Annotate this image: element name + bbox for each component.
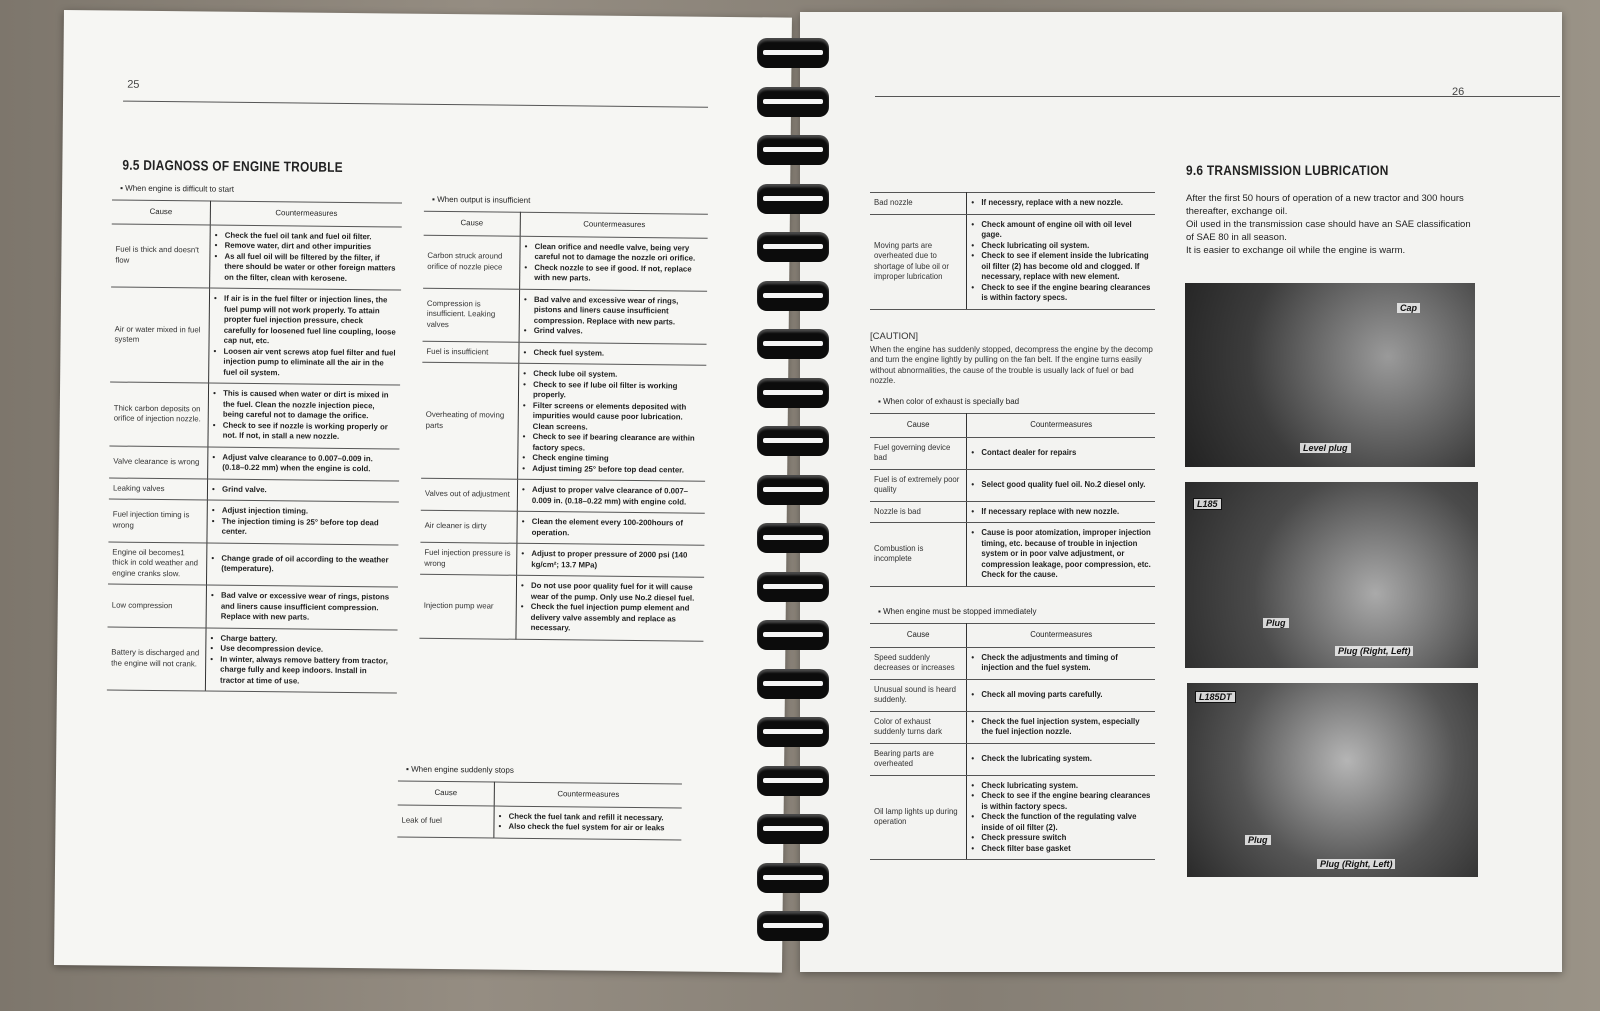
- countermeasure-list: [211, 591, 394, 624]
- countermeasure-item: • Check the fuel injection pump element and delivery valve assembly and replace as necessary.: [521, 602, 700, 635]
- countermeasures-cell: [494, 806, 682, 840]
- table-row: [870, 193, 1155, 215]
- intro-line: Oil used in the transmission case should have an SAE classification of SAE 80 in all season.: [1186, 219, 1471, 243]
- countermeasure-list: [212, 452, 395, 475]
- countermeasures-cell: [207, 500, 399, 545]
- countermeasure-list: [212, 484, 395, 496]
- table: [397, 781, 682, 840]
- spiral-ring: [757, 911, 829, 941]
- header-rule: [123, 101, 708, 108]
- countermeasure-item: • Check engine timing: [522, 453, 701, 465]
- countermeasure-item: • Bad valve or excessive wear of rings, pistons and liners cause insufficient compression. Replace with new parts.: [211, 591, 394, 624]
- countermeasure-list: [213, 389, 396, 443]
- countermeasure-item: • If air is in the fuel filter or injection lines, the fuel pump will not work properly. To attain propter fuel injection pressure, check carefully for loosened fuel line coupling, loose cap nut, etc.: [214, 294, 397, 348]
- spiral-ring: [757, 523, 829, 553]
- photo-label: Plug: [1245, 835, 1271, 845]
- cause-cell: Valves out of adjustment: [421, 478, 518, 511]
- table-row: [870, 501, 1155, 523]
- countermeasures-cell: [205, 628, 397, 694]
- intro-line: It is easier to exchange oil while the engine is warm.: [1186, 245, 1406, 256]
- spiral-ring: [757, 572, 829, 602]
- intro-line: After the first 50 hours of operation of a new tractor and 300 hours thereafter, exchange oil.: [1186, 193, 1464, 217]
- countermeasure-list: [971, 717, 1151, 738]
- section-title: 9.5 DIAGNOSS OF ENGINE TROUBLE: [122, 156, 344, 175]
- countermeasure-item: • In winter, always remove battery from tractor, charge fully and keep indoors. Install in tractor at time of use.: [210, 654, 393, 687]
- countermeasure-list: [971, 198, 1151, 209]
- countermeasure-item: • Clean orifice and needle valve, being very careful not to damage the nozzle ori orifice.: [524, 241, 703, 264]
- countermeasures-cell: [519, 289, 707, 344]
- cause-cell: Battery is discharged and the engine will not crank.: [107, 626, 206, 691]
- countermeasure-list: [523, 347, 702, 359]
- countermeasure-item: • Check filter base gasket: [971, 844, 1151, 855]
- cause-cell: Fuel is thick and doesn't flow: [111, 224, 210, 289]
- trouble-table: [107, 183, 402, 694]
- countermeasure-item: • Adjust timing 25° before top dead center.: [522, 463, 701, 475]
- right-page: [800, 12, 1562, 972]
- cause-cell: Leak of fuel: [397, 805, 494, 838]
- table-header-row: [870, 624, 1155, 648]
- spiral-ring: [757, 87, 829, 117]
- countermeasure-list: [214, 230, 397, 284]
- table-row: [397, 805, 681, 840]
- countermeasure-item: • Select good quality fuel oil. No.2 diesel only.: [971, 480, 1151, 491]
- cause-cell: Nozzle is bad: [870, 501, 967, 523]
- table: [419, 211, 707, 641]
- countermeasure-item: • Check lube oil system.: [523, 369, 702, 381]
- table: [107, 200, 402, 694]
- photo-label: Level plug: [1300, 443, 1351, 453]
- table-row: [870, 437, 1155, 469]
- countermeasure-item: • Filter screens or elements deposited with impurities would cause poor lubrication. Clean screens.: [523, 400, 702, 433]
- spiral-ring: [757, 426, 829, 456]
- table-row: [870, 711, 1155, 743]
- cause-cell: Low compression: [108, 584, 207, 628]
- countermeasures-cell: [208, 447, 400, 481]
- cause-cell: Bearing parts are overheated: [870, 743, 967, 775]
- table: [870, 413, 1155, 587]
- countermeasures-cell: [517, 543, 705, 577]
- left-page: [54, 10, 792, 973]
- cause-cell: Fuel injection timing is wrong: [108, 499, 207, 543]
- photo-label: Cap: [1397, 303, 1420, 313]
- cause-cell: Bad nozzle: [870, 193, 967, 215]
- countermeasure-item: • Cause is poor atomization, improper injection timing, etc. because of trouble in injection system or in poor valve adjustment, or compression leakage, poor compression, etc. Check for the cause.: [971, 528, 1151, 581]
- countermeasure-list: [521, 549, 700, 572]
- countermeasure-item: • The injection timing is 25° before top dead center.: [212, 516, 395, 539]
- countermeasure-item: • Grind valves.: [524, 326, 703, 338]
- table: [870, 192, 1155, 310]
- countermeasure-item: • This is caused when water or dirt is mixed in the fuel. Clean the nozzle injection piece, being careful not to damage the orifice.: [213, 389, 396, 422]
- trouble-table-continued: [870, 192, 1155, 310]
- countermeasure-list: [522, 485, 701, 508]
- countermeasures-cell: [520, 236, 708, 291]
- caution-note: [870, 332, 1155, 387]
- cause-cell: Overheating of moving parts: [421, 362, 519, 479]
- table-subtitle: ▪ When engine is difficult to start: [120, 183, 402, 197]
- countermeasure-item: • Adjust to proper valve clearance of 0.007–0.009 in. (0.18–0.22 mm) with engine cold.: [522, 485, 701, 508]
- spiral-ring: [757, 620, 829, 650]
- table-subtitle: ▪ When color of exhaust is specially bad: [878, 396, 1155, 407]
- countermeasures-cell: [967, 469, 1155, 501]
- table-row: [109, 382, 400, 449]
- countermeasure-item: • Grind valve.: [212, 484, 395, 496]
- table-subtitle: ▪ When engine suddenly stops: [406, 764, 682, 778]
- countermeasures-cell: [516, 575, 704, 640]
- header-countermeasures: Countermeasures: [967, 414, 1155, 438]
- table-subtitle: ▪ When output is insufficient: [432, 194, 708, 208]
- table-row: [870, 214, 1155, 309]
- countermeasure-list: [971, 528, 1151, 581]
- spiral-ring: [757, 378, 829, 408]
- table-row: [111, 224, 402, 291]
- photo-label: Plug: [1263, 618, 1289, 628]
- spiral-ring: [757, 814, 829, 844]
- table-row: [870, 743, 1155, 775]
- photo-cap-level-plug: [1185, 283, 1475, 467]
- table-row: [423, 235, 708, 291]
- countermeasure-item: • Check to see if the engine bearing clearances is within factory specs.: [971, 283, 1151, 304]
- countermeasure-item: • Check to see if the engine bearing clearances is within factory specs.: [971, 791, 1151, 812]
- countermeasure-item: • Use decompression device.: [210, 644, 393, 656]
- countermeasure-list: [971, 448, 1151, 459]
- countermeasure-item: • Adjust to proper pressure of 2000 psi (140 kg/cm²; 13.7 MPa): [521, 549, 700, 572]
- cause-cell: Engine oil becomes1 thick in cold weather and engine cranks slow.: [108, 541, 207, 585]
- countermeasure-list: [971, 653, 1151, 674]
- header-cause: Cause: [870, 414, 967, 438]
- countermeasures-cell: [519, 342, 707, 365]
- table-row: [109, 477, 399, 502]
- table-row: [870, 469, 1155, 501]
- countermeasure-item: • Check lubricating oil system.: [971, 241, 1151, 252]
- countermeasures-cell: [967, 679, 1155, 711]
- countermeasure-item: • Check the lubricating system.: [971, 754, 1151, 765]
- table-row: [421, 478, 705, 513]
- caution-text: When the engine has suddenly stopped, decompress the engine by the decomp and turn the engine lightly by pulling on the fan belt. If the engine turns easily without abnormalities, the cause of the trouble is usually lack of fuel or bad nozzle.: [870, 344, 1153, 385]
- cause-cell: Color of exhaust suddenly turns dark: [870, 711, 967, 743]
- spiral-ring: [757, 329, 829, 359]
- table-row: [870, 775, 1155, 860]
- countermeasures-cell: [967, 501, 1155, 523]
- table-header-row: [112, 200, 402, 227]
- page-number: 25: [127, 78, 140, 91]
- countermeasures-cell: [518, 363, 707, 481]
- countermeasure-list: [522, 369, 702, 476]
- table-row: [423, 288, 708, 344]
- table-row: [870, 679, 1155, 711]
- cause-cell: Compression is insufficient. Leaking valves: [423, 288, 520, 342]
- photo-label: Plug (Right, Left): [1317, 859, 1395, 869]
- countermeasures-cell: [207, 543, 399, 588]
- table-header-row: [398, 781, 682, 807]
- countermeasure-item: • Bad valve and excessive wear of rings, pistons and liners cause insufficient compression. Replace with new parts.: [524, 294, 703, 327]
- countermeasure-list: [971, 754, 1151, 765]
- table-row: [870, 523, 1155, 587]
- countermeasure-item: • Check pressure switch: [971, 833, 1151, 844]
- photo-label: Plug (Right, Left): [1335, 646, 1413, 656]
- spiral-ring: [757, 669, 829, 699]
- table-header-row: [424, 211, 708, 237]
- countermeasure-item: • Check fuel system.: [523, 347, 702, 359]
- header-countermeasures: Countermeasures: [520, 212, 708, 237]
- page-number: 26: [1452, 86, 1465, 98]
- countermeasure-item: • Loosen air vent screws atop fuel filter and fuel injection pump to eliminate all the air in the fuel oil system.: [213, 346, 396, 379]
- countermeasure-item: • Adjust valve clearance to 0.007–0.009 in. (0.18–0.22 mm) when the engine is cold.: [212, 452, 395, 475]
- header-countermeasures: Countermeasures: [967, 624, 1155, 648]
- table-row: [110, 287, 401, 385]
- table-row: [419, 574, 704, 640]
- table-row: [422, 341, 706, 365]
- countermeasure-list: [971, 480, 1151, 491]
- table-subtitle: ▪ When engine must be stopped immediately: [878, 606, 1155, 617]
- countermeasure-item: • Check the fuel oil tank and fuel oil filter.: [215, 230, 398, 242]
- countermeasure-item: • Change grade of oil according to the weather (temperature).: [211, 553, 394, 576]
- spiral-ring: [757, 38, 829, 68]
- countermeasures-cell: [517, 479, 705, 513]
- intro-text: [1186, 192, 1476, 257]
- countermeasure-list: [211, 553, 394, 576]
- photo-l185dt: [1187, 683, 1478, 877]
- countermeasures-cell: [206, 585, 398, 630]
- table-row: [420, 510, 704, 545]
- cause-cell: Oil lamp lights up during operation: [870, 775, 967, 860]
- countermeasure-item: • Charge battery.: [210, 633, 393, 645]
- countermeasures-cell: [967, 437, 1155, 469]
- countermeasures-cell: [967, 711, 1155, 743]
- countermeasure-item: • Adjust injection timing.: [212, 506, 395, 518]
- spiral-ring: [757, 475, 829, 505]
- countermeasures-cell: [967, 743, 1155, 775]
- trouble-table: [397, 764, 682, 840]
- table: [870, 623, 1155, 860]
- spiral-ring: [757, 184, 829, 214]
- countermeasure-list: [524, 241, 703, 285]
- countermeasure-list: [971, 781, 1151, 855]
- photo-label: L185DT: [1195, 691, 1236, 703]
- countermeasure-list: [498, 811, 677, 834]
- cause-cell: Air cleaner is dirty: [420, 510, 517, 543]
- countermeasure-list: [522, 517, 701, 540]
- countermeasure-item: • Do not use poor quality fuel for it will cause wear of the pump. Only use No.2 diesel fuel.: [521, 581, 700, 604]
- countermeasure-item: • Contact dealer for repairs: [971, 448, 1151, 459]
- countermeasure-list: [971, 220, 1151, 304]
- countermeasure-item: • Check the adjustments and timing of injection and the fuel system.: [971, 653, 1151, 674]
- cause-cell: Combustion is incomplete: [870, 523, 967, 587]
- countermeasure-item: • Check amount of engine oil with oil level gage.: [971, 220, 1151, 241]
- countermeasures-cell: [208, 383, 400, 449]
- table-header-row: [870, 414, 1155, 438]
- cause-cell: Injection pump wear: [419, 574, 516, 639]
- table-row: [420, 542, 704, 577]
- caution-title: [CAUTION]: [870, 331, 919, 342]
- cause-cell: Fuel injection pressure is wrong: [420, 542, 517, 575]
- cause-cell: Carbon struck around orifice of nozzle piece: [423, 235, 520, 289]
- countermeasure-list: [521, 581, 700, 635]
- countermeasures-cell: [967, 647, 1155, 679]
- countermeasure-item: • Check lubricating system.: [971, 781, 1151, 792]
- photo-label: L185: [1193, 498, 1222, 510]
- countermeasure-item: • Check the fuel tank and refill it necessary.: [499, 811, 678, 823]
- spiral-ring: [757, 232, 829, 262]
- trouble-table: [870, 396, 1155, 587]
- header-cause: Cause: [112, 200, 211, 225]
- countermeasures-cell: [967, 775, 1155, 860]
- countermeasure-item: • Check all moving parts carefully.: [971, 690, 1151, 701]
- cause-cell: Moving parts are overheated due to shortage of lube oil or improper lubrication: [870, 214, 967, 309]
- table-row: [421, 362, 706, 481]
- cause-cell: Fuel governing device bad: [870, 437, 967, 469]
- countermeasure-item: • As all fuel oil will be filtered by the filter, if there should be water or other foreign matters on the filter, clean with kerosene.: [214, 251, 397, 284]
- trouble-table: [870, 606, 1155, 860]
- countermeasure-item: • If necessary replace with new nozzle.: [971, 507, 1151, 518]
- cause-cell: Leaking valves: [109, 477, 208, 500]
- cause-cell: Valve clearance is wrong: [109, 445, 208, 478]
- countermeasure-item: • Check the function of the regulating valve inside of oil filter (2).: [971, 812, 1151, 833]
- table-row: [108, 541, 398, 587]
- cause-cell: Speed suddenly decreases or increases: [870, 647, 967, 679]
- cause-cell: Thick carbon deposits on orifice of injection nozzle.: [109, 382, 208, 447]
- countermeasure-item: • Check to see if nozzle is working properly or not. If not, in stall a new nozzle.: [213, 420, 396, 443]
- photo-l185: [1185, 482, 1478, 668]
- countermeasure-item: • If necessry, replace with a new nozzle.: [971, 198, 1151, 209]
- section-title: 9.6 TRANSMISSION LUBRICATION: [1186, 162, 1389, 178]
- header-cause: Cause: [424, 211, 521, 236]
- countermeasure-list: [212, 506, 395, 539]
- spiral-ring: [757, 863, 829, 893]
- countermeasures-cell: [210, 225, 402, 291]
- countermeasures-cell: [517, 511, 705, 545]
- countermeasure-item: • Check to see if lube oil filter is working properly.: [523, 379, 702, 402]
- countermeasures-cell: [967, 193, 1155, 215]
- trouble-table: [419, 194, 708, 641]
- countermeasure-item: • Check nozzle to see if good. If not, replace with new parts.: [524, 262, 703, 285]
- countermeasures-cell: [967, 523, 1155, 587]
- header-countermeasures: Countermeasures: [210, 201, 402, 227]
- cause-cell: Unusual sound is heard suddenly.: [870, 679, 967, 711]
- spiral-ring: [757, 766, 829, 796]
- spiral-ring: [757, 135, 829, 165]
- countermeasure-item: • Also check the fuel system for air or leaks: [498, 822, 677, 834]
- spiral-ring: [757, 717, 829, 747]
- countermeasure-list: [971, 507, 1151, 518]
- countermeasure-item: • Check to see if element inside the lubricating oil filter (2) has become old and clogged. If necessary, replace with new element.: [971, 251, 1151, 283]
- header-countermeasures: Countermeasures: [494, 782, 682, 807]
- countermeasure-item: • Check to see if bearing clearance are within factory specs.: [522, 432, 701, 455]
- cause-cell: Fuel is insufficient: [422, 341, 519, 364]
- spiral-ring: [757, 281, 829, 311]
- countermeasure-item: • Clean the element every 100-200hours of operation.: [522, 517, 701, 540]
- table-row: [108, 499, 398, 545]
- cause-cell: Air or water mixed in fuel system: [110, 287, 210, 383]
- countermeasures-cell: [967, 214, 1155, 309]
- countermeasure-list: [971, 690, 1151, 701]
- header-cause: Cause: [398, 781, 495, 806]
- table-row: [870, 647, 1155, 679]
- countermeasure-list: [210, 633, 393, 687]
- table-row: [107, 626, 398, 693]
- table-row: [108, 584, 398, 630]
- header-cause: Cause: [870, 624, 967, 648]
- countermeasure-list: [213, 294, 397, 380]
- countermeasures-cell: [207, 479, 399, 503]
- countermeasures-cell: [209, 288, 401, 385]
- cause-cell: Fuel is of extremely poor quality: [870, 469, 967, 501]
- countermeasure-item: • Remove water, dirt and other impurities: [215, 241, 398, 253]
- countermeasure-list: [524, 294, 703, 338]
- table-row: [109, 445, 399, 480]
- countermeasure-item: • Check the fuel injection system, especially the fuel injection nozzle.: [971, 717, 1151, 738]
